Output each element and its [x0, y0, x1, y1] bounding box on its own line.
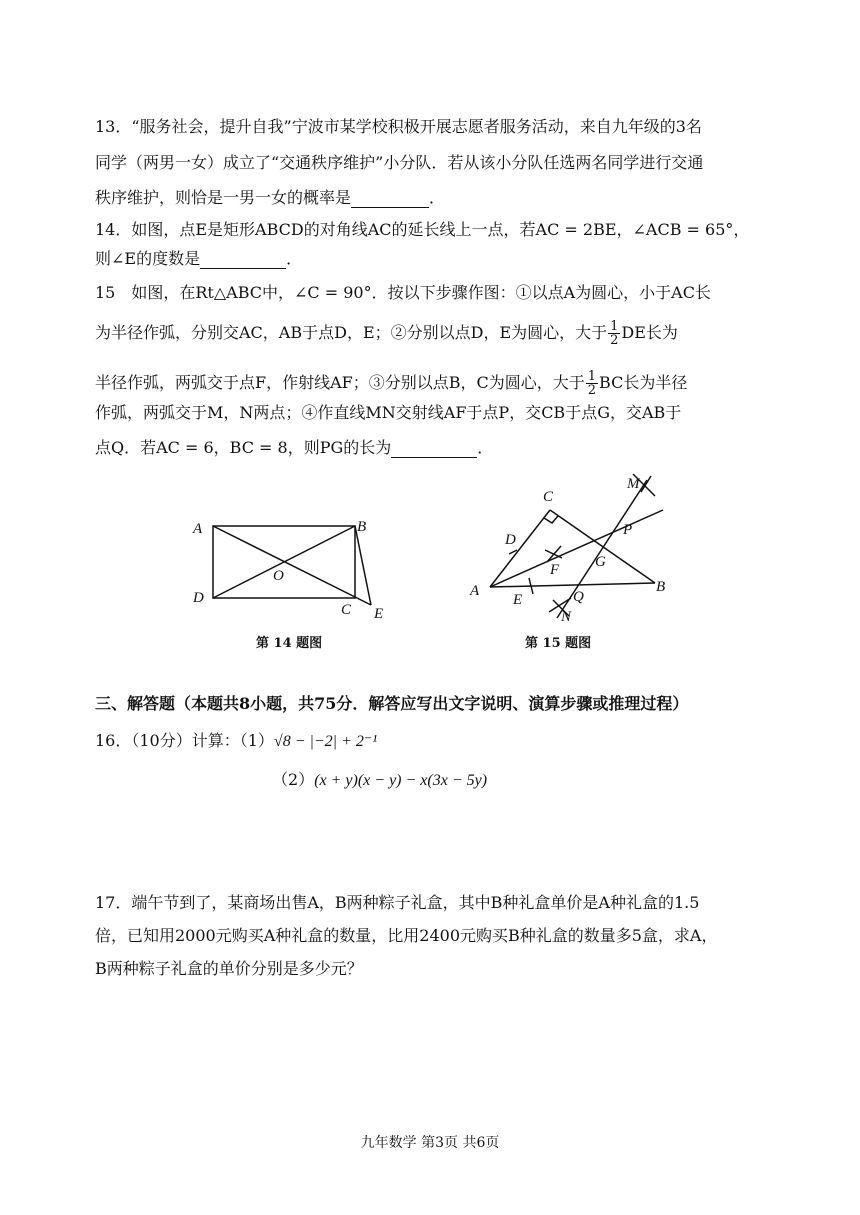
q13-line3-text: 秩序维护，则恰是一男一女的概率是: [95, 188, 352, 207]
figure-15: [465, 470, 680, 630]
fig15-label-b: B: [656, 579, 666, 595]
fig15-caption: 第 15 题图: [525, 636, 592, 651]
q14-line1: 14．如图，点E是矩形ABCD的对角线AC的延长线上一点，若AC = 2BE，∠ACB = 65°，: [95, 220, 750, 239]
fig15-label-p: P: [623, 522, 633, 538]
fig15-label-g: G: [595, 554, 606, 570]
fig14-caption: 第 14 题图: [256, 636, 323, 651]
frac-num: 1: [610, 319, 619, 334]
right-angle-mark: [544, 516, 558, 523]
fig14-label-o: O: [273, 568, 284, 584]
q15-line3a: 半径作弧，两弧交于点F，作射线AF；③分别以点B，C为圆心，大于: [95, 373, 585, 392]
fig14-label-a: A: [193, 521, 203, 537]
q14-line2: [95, 249, 302, 269]
fig15-label-q: Q: [573, 589, 584, 605]
diagonal-ac: [213, 526, 371, 605]
frac-den: 2: [610, 333, 619, 348]
q13-line2: 同学（两男一女）成立了“交通秩序维护”小分队．若从该小分队任选两名同学进行交通: [95, 153, 704, 172]
fig15-label-m: M: [627, 476, 640, 492]
q15-line3b: BC长为半径: [599, 373, 688, 392]
q15-line4: 作弧，两弧交于M，N两点；④作直线MN交射线AF于点P，交CB于点G，交AB于: [95, 403, 682, 422]
q15-end: ．: [477, 438, 494, 457]
q14-answer-blank[interactable]: [200, 252, 286, 269]
side-ab: [490, 583, 655, 587]
line-mn: [557, 480, 647, 618]
q15-line1: 15 如图，在Rt△ABC中，∠C = 90°．按以下步骤作图：①以点A为圆心，小于AC长: [95, 283, 711, 302]
q16-prefix: 16．（10分）计算：（1）: [95, 731, 274, 750]
q15-line5-text: 点Q．若AC = 6，BC = 8，则PG的长为: [95, 438, 392, 457]
q15-fraction-half-1: [608, 320, 620, 347]
fig15-label-e: E: [513, 592, 523, 608]
q15-line2b: DE长为: [621, 323, 678, 342]
frac-num: 1: [587, 369, 597, 384]
fig15-label-f: F: [550, 562, 560, 578]
q16-part2-label: （2）: [272, 770, 315, 789]
q17-line1: 17．端午节到了，某商场出售A，B两种粽子礼盒，其中B种礼盒单价是A种礼盒的1.5: [95, 893, 700, 912]
fig15-label-c: C: [543, 489, 554, 505]
q14-end: ．: [286, 249, 303, 268]
fig15-label-a: A: [470, 583, 480, 599]
fig15-label-d: D: [505, 532, 516, 548]
fig14-label-c: C: [341, 602, 352, 618]
fig14-label-e: E: [374, 606, 384, 622]
q14-line2-text: 则∠E的度数是: [95, 249, 201, 268]
q13-end: ．: [429, 188, 446, 207]
frac-den: 2: [587, 383, 597, 398]
q13-answer-blank[interactable]: [351, 191, 429, 208]
q15-line5: [95, 438, 493, 458]
q15-line2: [95, 320, 678, 347]
q15-fraction-half-2: [586, 370, 598, 397]
ray-af: [490, 510, 663, 587]
q16-line1: [95, 731, 377, 752]
q13-line1: 13．“服务社会，提升自我”宁波市某学校积极开展志愿者服务活动，来自九年级的3名: [95, 117, 702, 136]
q16-line2: [272, 770, 487, 791]
q15-answer-blank[interactable]: [391, 441, 477, 458]
section-3-title: 三、解答题（本题共8小题，共75分．解答应写出文字说明、演算步骤或推理过程）: [95, 694, 689, 713]
fig14-label-d: D: [193, 590, 204, 606]
q13-line3: [95, 188, 445, 208]
q16-part1: √8 − |−2| + 2⁻¹: [273, 733, 378, 750]
segment-be: [355, 526, 371, 605]
q17-line3: B两种粽子礼盒的单价分别是多少元？: [95, 959, 363, 978]
figure-14: [185, 510, 405, 625]
q16-part2: (x + y)(x − y) − x(3x − 5y): [314, 772, 488, 789]
side-ac: [490, 510, 550, 587]
fig15-label-n: N: [561, 609, 572, 625]
arc-f2: [545, 550, 562, 558]
q15-line2a: 为半径作弧，分别交AC，AB于点D，E；②分别以点D，E为圆心，大于: [95, 323, 608, 342]
q15-line3: [95, 370, 687, 397]
q17-line2: 倍，已知用2000元购买A种礼盒的数量，比用2400元购买B种礼盒的数量多5盒，求A，: [95, 926, 718, 945]
page-footer: 九年数学 第3页 共6页: [360, 1135, 500, 1151]
fig14-label-b: B: [357, 519, 367, 535]
